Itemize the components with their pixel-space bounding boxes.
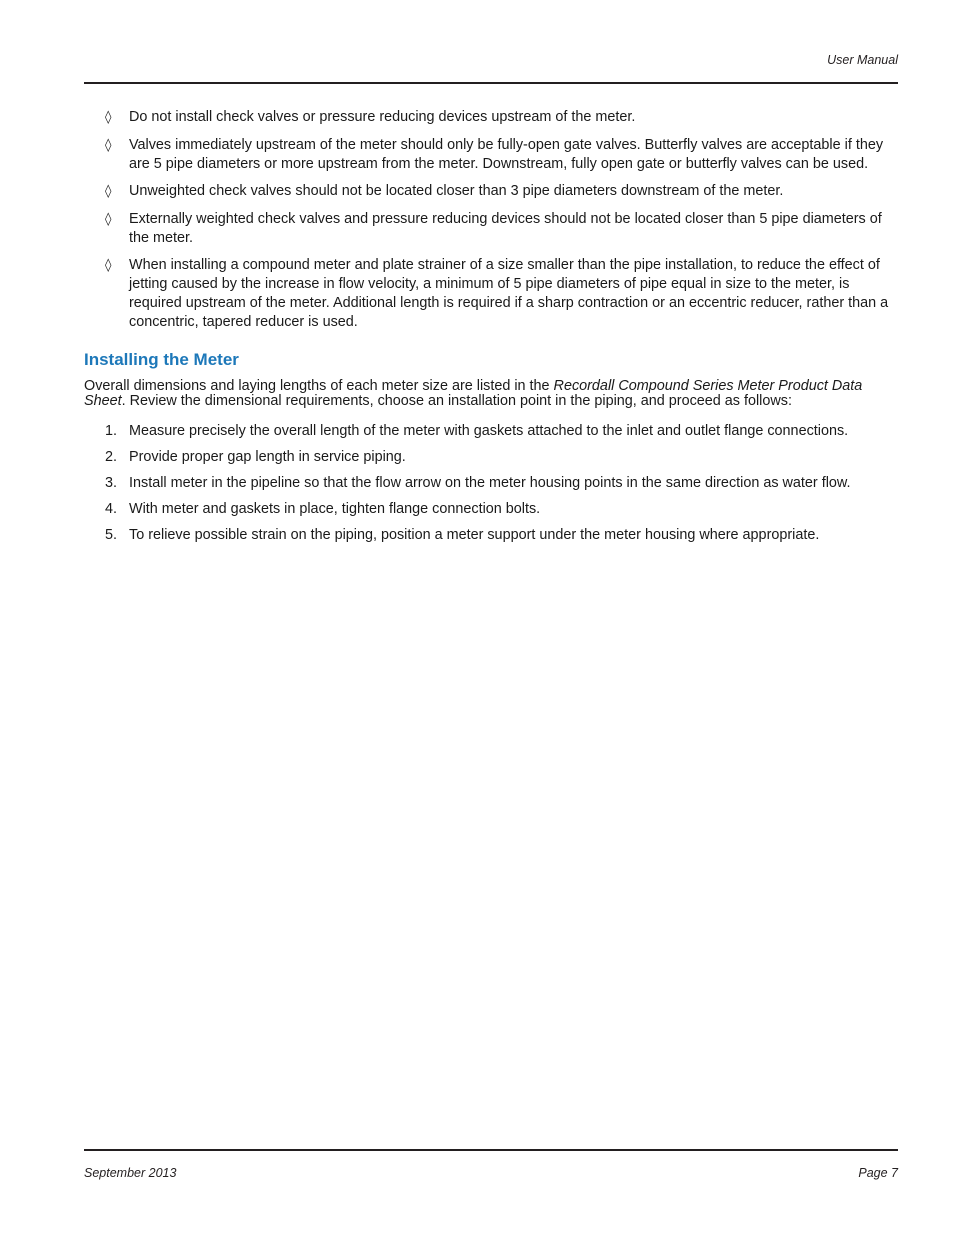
list-item: [84, 210, 898, 248]
list-item: [84, 136, 898, 174]
list-item-text: Externally weighted check valves and pressure reducing devices should not be located closer than 5 pipe diameters of the meter.: [129, 210, 882, 246]
list-item-text: When installing a compound meter and plate strainer of a size smaller than the pipe installation, to reduce the effect of jetting caused by the increase in flow velocity, a minimum of 5 pipe diameters of pipe equal in size to the meter, is required upstream of the meter. Additional length is required if a sharp contraction or an eccentric reducer, rather than a concentric, tapered reducer is used.: [129, 257, 889, 330]
footer-date: September 2013: [84, 1166, 177, 1180]
page-content: [84, 108, 898, 552]
diamond-bullet-icon: ◊: [105, 110, 112, 125]
section-heading: Installing the Meter: [84, 350, 239, 369]
step-number: 5.: [105, 527, 118, 543]
step-item: [84, 422, 898, 441]
page-header: [84, 52, 898, 84]
intro-text-start: Overall dimensions and laying lengths of each meter size are listed in the: [84, 378, 554, 394]
step-text: With meter and gaskets in place, tighten flange connection bolts.: [129, 501, 541, 517]
step-text: To relieve possible strain on the piping, position a meter support under the meter housing where appropriate.: [129, 527, 820, 543]
step-number: 3.: [105, 475, 118, 491]
diamond-bullet-icon: ◊: [105, 211, 112, 227]
diamond-bullet-icon: ◊: [105, 258, 112, 273]
step-text: Measure precisely the overall length of the meter with gaskets attached to the inlet and outlet flange connections.: [129, 423, 849, 439]
step-text: Install meter in the pipeline so that the flow arrow on the meter housing points in the same direction as water flow.: [129, 475, 851, 491]
installation-steps: [84, 422, 898, 545]
list-item: [84, 108, 898, 127]
diamond-bullet-icon: ◊: [105, 137, 112, 153]
precautions-list: [84, 108, 898, 332]
step-text: Provide proper gap length in service piping.: [129, 449, 406, 465]
step-number: 2.: [105, 449, 118, 465]
step-item: [84, 474, 898, 493]
page-footer: [84, 1149, 898, 1180]
step-item: [84, 526, 898, 545]
intro-paragraph: [84, 379, 898, 409]
diamond-bullet-icon: ◊: [105, 184, 112, 199]
header-title: User Manual: [827, 53, 898, 67]
list-item-text: Valves immediately upstream of the meter should only be fully-open gate valves. Butterfly valves are acceptable if they are 5 pipe diameters or more upstream from the meter. Downstream, fully open gate or butterfly valves can be used.: [129, 136, 884, 172]
list-item-text: Do not install check valves or pressure reducing devices upstream of the meter.: [129, 109, 636, 125]
list-item: [84, 182, 898, 201]
page-number: Page 7: [858, 1166, 898, 1180]
step-item: [84, 448, 898, 467]
data-sheet-title: Recordall Compound Series Meter Product Data Sheet: [84, 378, 863, 409]
list-item: [84, 256, 898, 332]
step-number: 4.: [105, 501, 118, 517]
intro-text-end: . Review the dimensional requirements, choose an installation point in the piping, and proceed as follows:: [121, 393, 792, 409]
step-item: [84, 500, 898, 519]
step-number: 1.: [105, 423, 118, 439]
list-item-text: Unweighted check valves should not be located closer than 3 pipe diameters downstream of the meter.: [129, 183, 784, 199]
